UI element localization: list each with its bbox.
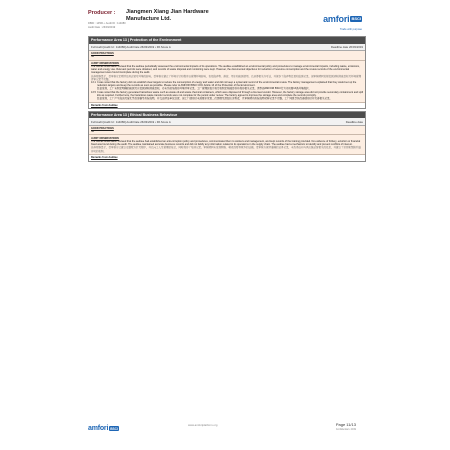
good-practices-block	[89, 51, 365, 61]
remarks-from-auditee	[89, 155, 365, 160]
remarks-label: Remarks from Auditee	[91, 103, 118, 107]
deadline-date: Deadline date 26/03/2019	[330, 44, 363, 49]
audit-observations-cn: 总体观察显示，受审核方定期评估其运营对环境的影响。受审核方建立了环境方针和程序以管理环境影响，包括废弃物、排放、用水和能源使用。已获得相关许可证，并保存了废弃物处置和监测记录。但审核期间发现资源消耗削减目标及环境管理评审记录不完整。	[91, 74, 362, 81]
finding-number: 13.1	[91, 81, 96, 85]
producer-name-line2: Manufacture Ltd.	[126, 15, 172, 22]
audit-meta-line2: Audit Date : 26/03/2019	[88, 25, 116, 29]
section-subheader	[89, 44, 365, 51]
finding-number: 13.5	[91, 90, 96, 94]
good-practices-label: GOOD PRACTICES	[91, 52, 114, 56]
producer-name	[126, 9, 246, 22]
logo-word: amfori	[323, 13, 350, 24]
section-title: Performance Area 13 | Ethical Business Behaviour	[89, 112, 365, 119]
section-title: Performance Area 13 | Protection of the Environment	[89, 37, 365, 44]
audit-observations-label: AUDIT OBSERVATIONS	[91, 61, 119, 65]
logo-tagline: Trade with purpose	[339, 28, 362, 31]
audit-meta	[88, 22, 126, 29]
footer-logo-badge: BSCI	[110, 426, 118, 431]
page-number: Page 11/13	[335, 422, 356, 427]
finding-item	[91, 81, 363, 90]
audit-observations-block	[89, 61, 365, 103]
performance-area-environment	[88, 36, 366, 109]
audit-observations-en: The overall observation showed that the auditee periodically assessed the environmental impacts of its operations. The auditee established an environmental policy and procedures to manage environmental impacts, including waste, emissions, water and energy use. Relevant permits were obtained, and records of waste disposal and monitoring were kept. However, the documented objectives for reduction of resource consumption and the review records of the environmental management were found incomplete during the audit.	[91, 65, 360, 75]
performance-area-ethics	[88, 111, 366, 162]
footer-logo-word: amfori	[88, 425, 109, 433]
deadline-date: Deadline date	[345, 119, 363, 124]
section-subheader	[89, 118, 365, 125]
amfori-logo	[323, 10, 362, 31]
good-practices-block	[89, 126, 365, 136]
audit-observations-label: AUDIT OBSERVATIONS	[91, 136, 119, 140]
audit-info: Full Audit [Audit Id : 114080] Audit Date 26/03/2019 • PA Score A	[91, 44, 171, 49]
producer-name-line1: Jiangmen Xiang Jian Hardware	[126, 9, 209, 15]
finding-text-en: It was noted that the factory did not establish clear targets to reduce the consumption of energy and water and did not keep a systematic record of the environmental review. The factory management explained that they would set up the reduction targets and keep the records as soon as possible. Please refer to AMFORI BSCI COC Article 13 of the Protection of the Environment.	[97, 81, 357, 88]
footer-logo	[88, 420, 119, 438]
good-practices-label: GOOD PRACTICES	[91, 127, 114, 131]
report-header	[88, 4, 366, 34]
audit-observations-en: The overall observation showed that the auditee had established an anti-corruption policy and procedures, communicated them to workers and management, and kept records of the training provided. No evidence of bribery, extortion or financial fraud was found during the audit. The auditee maintained accurate business records and did not falsify any information related to its operations in the supply chain. The auditee had a mechanism to identify and prevent conflicts of interest.	[91, 140, 361, 147]
audit-info: Full Audit [Audit Id : 114080] Audit Date 26/03/2019 • PA Score A	[91, 119, 171, 124]
footer-note: Confidential • 2019	[335, 428, 356, 431]
finding-text-cn: 经查发现，工厂未制定明确的能源及水资源消耗削减目标，亦未系统地保存环境评审记录。工厂管理层表示将尽快制定削减目标并保存相关记录。请参阅AMFORI BSCI行为守则第13条环境保护。	[97, 87, 312, 91]
producer-label: Producer :	[88, 10, 116, 16]
logo-badge: BSCI	[351, 16, 361, 22]
finding-text-cn: 经查发现，工厂产生废油及废化学品容器等危险废物，并交由持证单位处置。但工厂储存区未按要求设置二次围堵及泄漏应急物资，且审核期内危险废物转移记录不完整。工厂同意尽快改善储存区并完善相关记录。	[97, 96, 333, 100]
finding-text-en: It was noted that the factory generated hazardous waste such as waste oil and waste chemical containers, which were disposed of through a licensed vendor. However, the factory storage area did not provide secondary containment and spill kits as required. Furthermore, the hazardous waste transfer records were not complete for the period under review. The factory agreed to improve the storage area and complete the records promptly.	[97, 90, 363, 97]
audit-meta-line1: DBID : 14561 • Audit ID : 114080	[88, 22, 126, 25]
remarks-label: Remarks from Auditee	[91, 156, 118, 160]
audit-observations-block	[89, 135, 365, 155]
report-footer	[88, 406, 366, 434]
remarks-from-auditee	[89, 103, 365, 108]
good-practices-value: Nil	[91, 55, 94, 59]
good-practices-value: Nil	[91, 130, 94, 134]
report-page	[88, 4, 366, 444]
audit-observations-cn: 总体观察显示，受审核方已建立反腐败方针及程序，并已向工人及管理层传达，同时保存了培训记录。审核期间未发现贿赂、勒索或财务欺诈的证据。受审核方保持准确的业务记录，未伪造任何与供应链运营相关的信息，并建立了识别和预防利益冲突的机制。	[91, 146, 362, 153]
finding-item	[91, 91, 363, 100]
footer-url[interactable]: www.amforiplatform.org	[188, 423, 218, 427]
